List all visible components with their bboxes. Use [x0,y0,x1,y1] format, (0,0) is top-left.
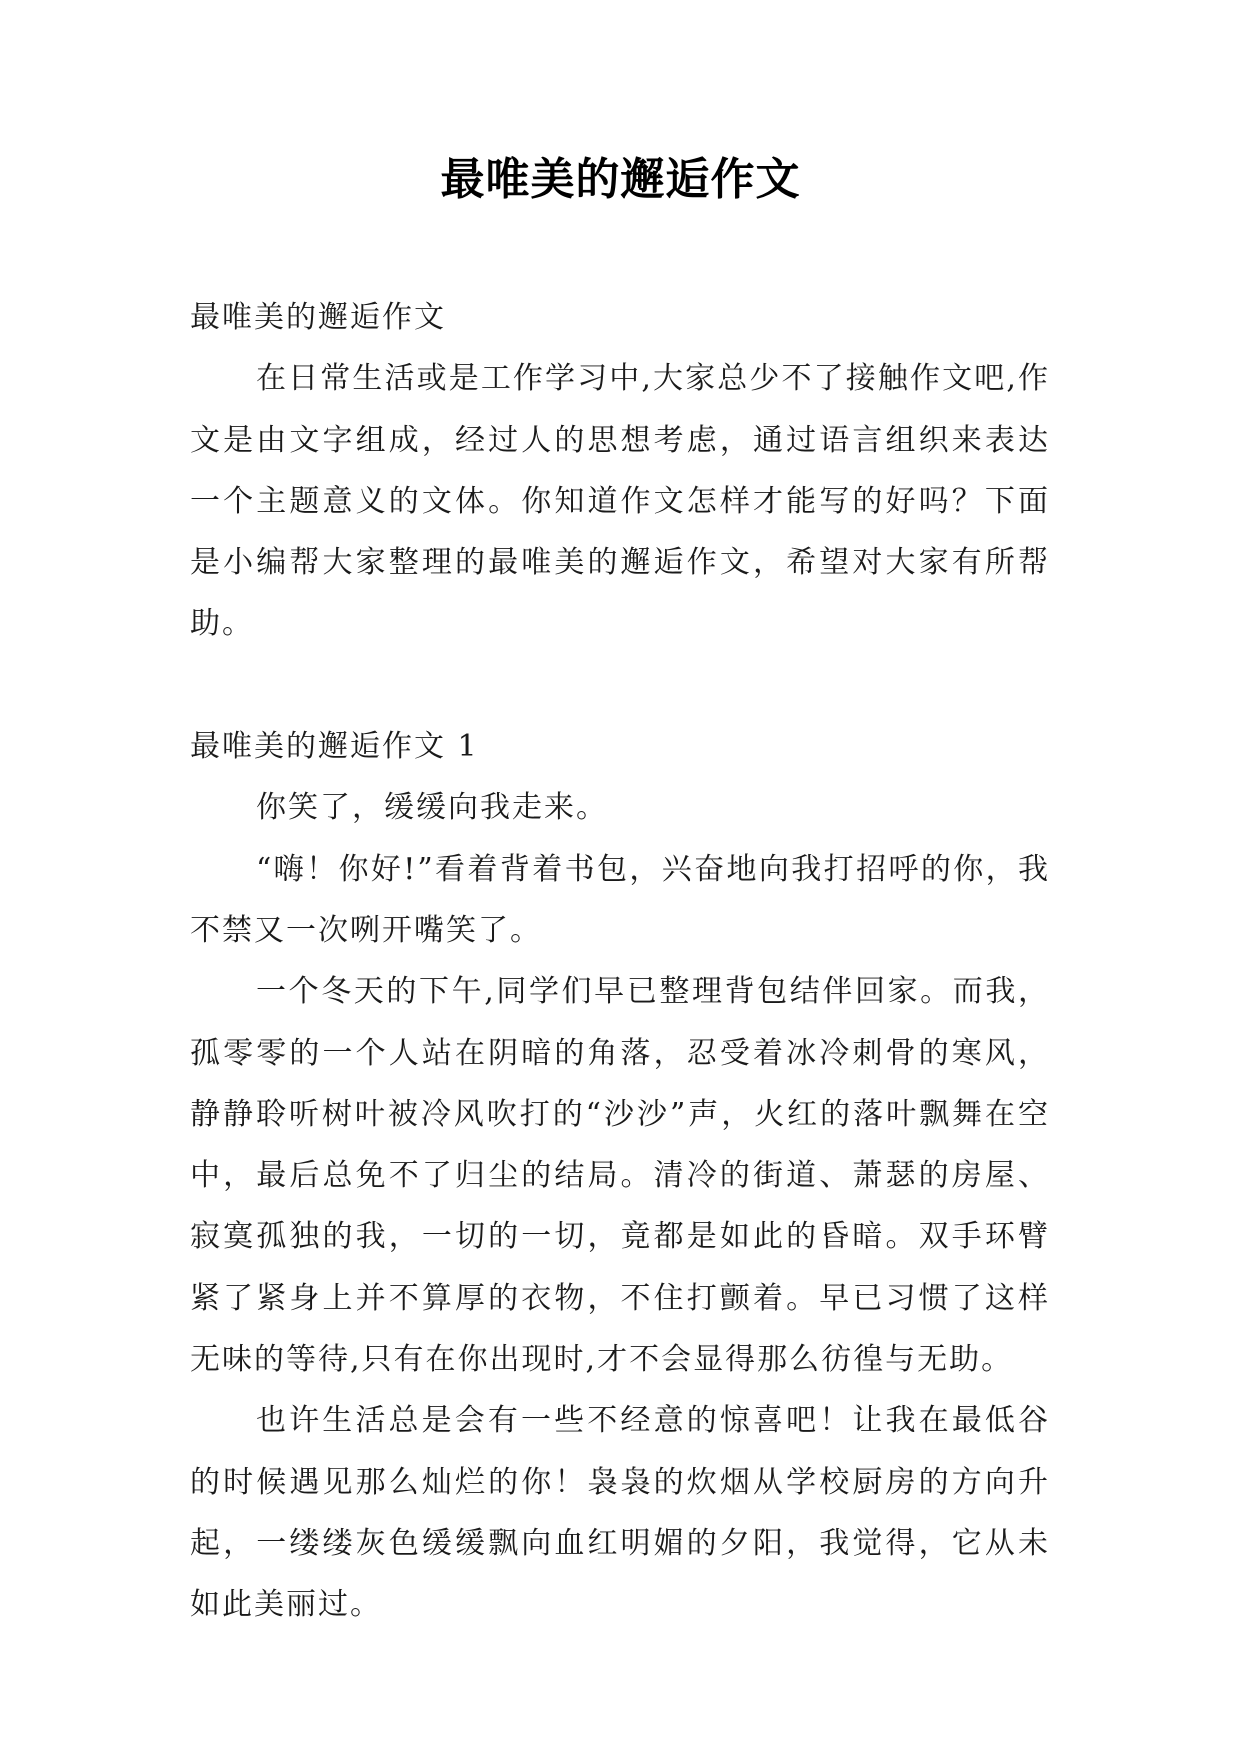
body-paragraph-4: 也许生活总是会有一些不经意的惊喜吧！让我在最低谷的时候遇见那么灿烂的你！袅袅的炊烟从学校厨房的方向升起，一缕缕灰色缓缓飘向血红明媚的夕阳，我觉得，它从未如此美丽过。 [190,1403,1050,1623]
body-paragraph-3: 一个冬天的下午,同学们早已整理背包结伴回家。而我，孤零零的一个人站在阴暗的角落，忍受着冰冷刺骨的寒风，静静聆听树叶被冷风吹打的“沙沙”声，火红的落叶飘舞在空中，最后总免不了归尘的结局。清冷的街道、萧瑟的房屋、寂寞孤独的我，一切的一切，竟都是如此的昏暗。双手环臂紧了紧身上并不算厚的衣物，不住打颤着。早已习惯了这样无味的等待,只有在你出现时,才不会显得那么彷徨与无助。 [190,974,1050,1378]
intro-paragraph: 在日常生活或是工作学习中,大家总少不了接触作文吧,作文是由文字组成，经过人的思想考虑，通过语言组织来表达一个主题意义的文体。你知道作文怎样才能写的好吗？下面是小编帮大家整理的最唯美的邂逅作文，希望对大家有所帮助。 [190,361,1050,642]
document-body [190,287,1050,1636]
section-spacer [190,655,1050,716]
body-paragraph-2: “嗨！你好!”看着背着书包，兴奋地向我打招呼的你，我不禁又一次咧开嘴笑了。 [190,851,1050,948]
document-title: 最唯美的邂逅作文 [440,154,801,205]
body-paragraph-1: 你笑了，缓缓向我走来。 [256,790,608,826]
section-heading: 最唯美的邂逅作文 1 [190,729,479,765]
intro-heading: 最唯美的邂逅作文 [190,300,446,335]
